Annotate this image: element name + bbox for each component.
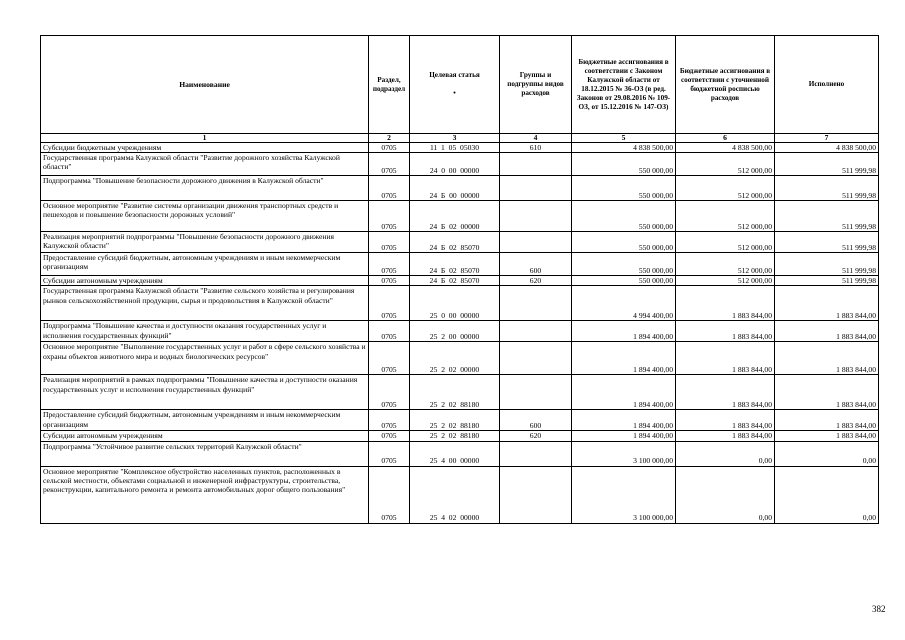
cell-name: Реализация мероприятий в рамках подпрограммы "Повышение качества и доступности оказания государственных услуг и исполнения государственных функций" [41, 375, 369, 410]
header-name: Наименование [41, 36, 369, 134]
cell-group: 620 [500, 276, 572, 286]
column-number: 3 [410, 134, 500, 143]
cell-target: 25 2 00 00000 [410, 321, 500, 342]
table-row [41, 431, 879, 441]
header-target-label: Целевая статья [429, 71, 480, 79]
column-number: 1 [41, 134, 369, 143]
cell-law: 3 100 000,00 [572, 466, 676, 523]
header-executed: Исполнено [775, 36, 879, 134]
cell-executed: 1 883 844,00 [775, 321, 879, 342]
header-law: Бюджетные ассигнования в соответствии с Законом Калужской области от 18.12.2015 № 36-ОЗ (в ред. Законов от 29.08.2016 № 109-ОЗ, от 15.12.2016 № 147-ОЗ) [572, 36, 676, 134]
cell-group: 620 [500, 431, 572, 441]
cell-executed: 511 999,98 [775, 201, 879, 232]
cell-refined: 1 883 844,00 [676, 321, 775, 342]
cell-group [500, 466, 572, 523]
cell-refined: 1 883 844,00 [676, 431, 775, 441]
cell-section: 0705 [369, 176, 410, 201]
header-target [410, 36, 500, 134]
cell-group [500, 342, 572, 375]
table-row [41, 321, 879, 342]
cell-section: 0705 [369, 201, 410, 232]
column-number: 5 [572, 134, 676, 143]
cell-name: Субсидии автономным учреждениям [41, 431, 369, 441]
table-row [41, 232, 879, 253]
cell-name: Основное мероприятие "Комплексное обустройство населенных пунктов, расположенных в сельской местности, объектами социальной и инженерной инфраструктуры, строительства, реконструкции, капитального ремонта и ремонта автомобильных дорог общего пользования" [41, 466, 369, 523]
cell-name: Предоставление субсидий бюджетным, автономным учреждениям и иным некоммерческим организациям [41, 410, 369, 431]
cell-name: Государственная программа Калужской области "Развитие дорожного хозяйства Калужской области" [41, 153, 369, 176]
cell-executed: 1 883 844,00 [775, 431, 879, 441]
cell-section: 0705 [369, 276, 410, 286]
cell-group [500, 321, 572, 342]
cell-name: Основное мероприятие "Выполнение государственных услуг и работ в сфере сельского хозяйства и охраны объектов животного мира и водных биологических ресурсов" [41, 342, 369, 375]
page-number: 382 [872, 604, 886, 614]
column-number: 6 [676, 134, 775, 143]
cell-target: 24 Б 02 85070 [410, 276, 500, 286]
cell-law: 550 000,00 [572, 176, 676, 201]
cell-refined: 0,00 [676, 466, 775, 523]
cell-name: Основное мероприятие "Развитие системы организации движения транспортных средств и пешеходов и повышение безопасности дорожных условий" [41, 201, 369, 232]
cell-executed: 511 999,98 [775, 153, 879, 176]
cell-section: 0705 [369, 410, 410, 431]
cell-refined: 512 000,00 [676, 201, 775, 232]
cell-refined: 512 000,00 [676, 176, 775, 201]
header-target-mark: • [453, 89, 456, 97]
cell-group [500, 441, 572, 466]
column-number: 2 [369, 134, 410, 143]
cell-law: 550 000,00 [572, 276, 676, 286]
cell-law: 4 994 400,00 [572, 286, 676, 321]
table-row [41, 153, 879, 176]
table-row [41, 143, 879, 153]
cell-group [500, 375, 572, 410]
cell-law: 550 000,00 [572, 201, 676, 232]
cell-group [500, 176, 572, 201]
cell-law: 550 000,00 [572, 253, 676, 276]
cell-refined: 1 883 844,00 [676, 410, 775, 431]
cell-group [500, 286, 572, 321]
table-row [41, 466, 879, 523]
cell-group [500, 153, 572, 176]
header-refined: Бюджетные ассигнования в соответствии с уточненной бюджетной росписью расходов [676, 36, 775, 134]
cell-target: 24 Б 02 85070 [410, 232, 500, 253]
cell-section: 0705 [369, 253, 410, 276]
table-row [41, 276, 879, 286]
table-row [41, 375, 879, 410]
cell-law: 3 100 000,00 [572, 441, 676, 466]
cell-law: 1 894 400,00 [572, 321, 676, 342]
cell-target: 25 2 02 88180 [410, 431, 500, 441]
cell-executed: 1 883 844,00 [775, 375, 879, 410]
cell-refined: 512 000,00 [676, 253, 775, 276]
cell-section: 0705 [369, 375, 410, 410]
cell-law: 1 894 400,00 [572, 431, 676, 441]
cell-name: Субсидии бюджетным учреждениям [41, 143, 369, 153]
cell-target: 25 2 02 88180 [410, 375, 500, 410]
column-number-row [41, 134, 879, 143]
header-section: Раздел, подраздел [369, 36, 410, 134]
cell-law: 550 000,00 [572, 153, 676, 176]
cell-executed: 1 883 844,00 [775, 410, 879, 431]
cell-executed: 0,00 [775, 441, 879, 466]
cell-law: 4 838 500,00 [572, 143, 676, 153]
cell-target: 24 Б 00 00000 [410, 176, 500, 201]
cell-law: 550 000,00 [572, 232, 676, 253]
column-number: 4 [500, 134, 572, 143]
cell-target: 24 0 00 00000 [410, 153, 500, 176]
cell-name: Подпрограмма "Повышение качества и доступности оказания государственных услуг и исполнения государственных функций" [41, 321, 369, 342]
cell-group [500, 201, 572, 232]
header-row [41, 36, 879, 134]
cell-name: Предоставление субсидий бюджетным, автономным учреждениям и иным некоммерческим организациям [41, 253, 369, 276]
cell-name: Подпрограмма "Повышение безопасности дорожного движения в Калужской области" [41, 176, 369, 201]
cell-group [500, 232, 572, 253]
cell-section: 0705 [369, 286, 410, 321]
cell-refined: 0,00 [676, 441, 775, 466]
cell-section: 0705 [369, 232, 410, 253]
cell-name: Государственная программа Калужской области "Развитие сельского хозяйства и регулирования рынков сельскохозяйственной продукции, сырья и продовольствия в Калужской области" [41, 286, 369, 321]
cell-refined: 4 838 500,00 [676, 143, 775, 153]
cell-section: 0705 [369, 431, 410, 441]
cell-group: 610 [500, 143, 572, 153]
cell-executed: 511 999,98 [775, 232, 879, 253]
table-row [41, 410, 879, 431]
cell-group: 600 [500, 253, 572, 276]
cell-section: 0705 [369, 441, 410, 466]
cell-section: 0705 [369, 342, 410, 375]
cell-section: 0705 [369, 321, 410, 342]
cell-executed: 511 999,98 [775, 276, 879, 286]
cell-name: Подпрограмма "Устойчивое развитие сельских территорий Калужской области" [41, 441, 369, 466]
cell-target: 24 Б 02 85070 [410, 253, 500, 276]
cell-law: 1 894 400,00 [572, 410, 676, 431]
cell-target: 11 1 05 05030 [410, 143, 500, 153]
cell-target: 25 2 02 88180 [410, 410, 500, 431]
cell-executed: 1 883 844,00 [775, 342, 879, 375]
table-row [41, 342, 879, 375]
table-row [41, 286, 879, 321]
cell-refined: 1 883 844,00 [676, 342, 775, 375]
table-row [41, 176, 879, 201]
cell-executed: 1 883 844,00 [775, 286, 879, 321]
cell-refined: 512 000,00 [676, 232, 775, 253]
cell-name: Субсидии автономным учреждениям [41, 276, 369, 286]
cell-section: 0705 [369, 143, 410, 153]
budget-table [40, 35, 879, 524]
cell-target: 25 0 00 00000 [410, 286, 500, 321]
cell-name: Реализация мероприятий подпрограммы "Повышение безопасности дорожного движения Калужской области" [41, 232, 369, 253]
table-row [41, 201, 879, 232]
cell-target: 24 Б 02 00000 [410, 201, 500, 232]
cell-law: 1 894 400,00 [572, 375, 676, 410]
cell-executed: 0,00 [775, 466, 879, 523]
cell-target: 25 4 00 00000 [410, 441, 500, 466]
cell-group: 600 [500, 410, 572, 431]
table-row [41, 441, 879, 466]
column-number: 7 [775, 134, 879, 143]
header-group: Группы и подгруппы видов расходов [500, 36, 572, 134]
cell-refined: 1 883 844,00 [676, 286, 775, 321]
cell-target: 25 4 02 00000 [410, 466, 500, 523]
table-row [41, 253, 879, 276]
cell-executed: 4 838 500,00 [775, 143, 879, 153]
cell-law: 1 894 400,00 [572, 342, 676, 375]
cell-section: 0705 [369, 466, 410, 523]
cell-refined: 512 000,00 [676, 276, 775, 286]
cell-section: 0705 [369, 153, 410, 176]
cell-executed: 511 999,98 [775, 253, 879, 276]
cell-target: 25 2 02 00000 [410, 342, 500, 375]
cell-refined: 512 000,00 [676, 153, 775, 176]
cell-executed: 511 999,98 [775, 176, 879, 201]
cell-refined: 1 883 844,00 [676, 375, 775, 410]
